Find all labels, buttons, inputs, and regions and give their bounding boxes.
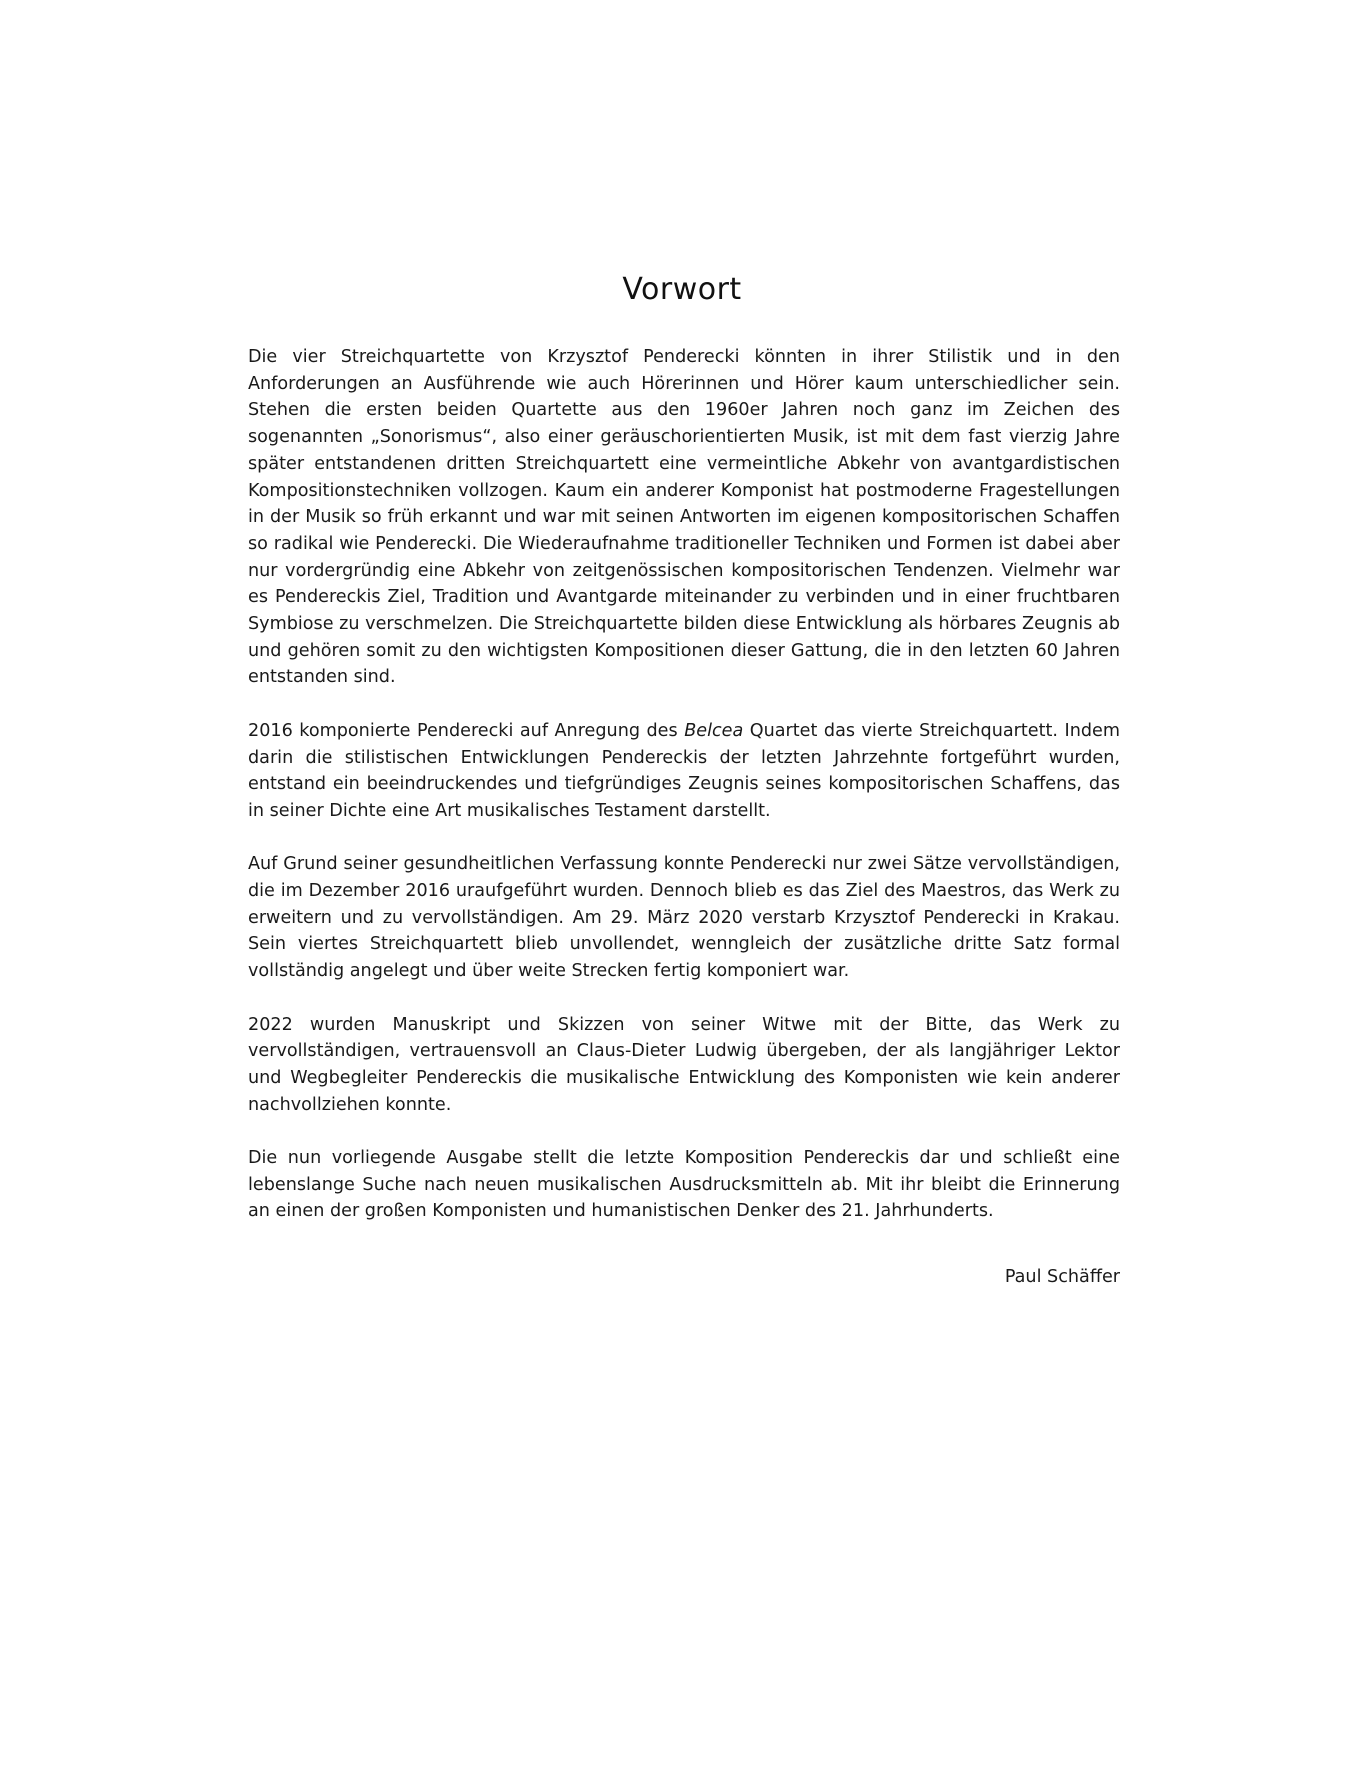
paragraph-3: Auf Grund seiner gesundheitlichen Verfassung konnte Penderecki nur zwei Sätze vervollständigen, die im Dezember 2016 uraufgeführt wurden. Dennoch blieb es das Ziel des Maestros, das Werk zu erweitern und zu vervollständigen. Am 29. März 2020 verstarb Krzysztof Penderecki in Krakau. Sein viertes Streichquartett blieb unvollendet, wenngleich der zusätzliche dritte Satz formal vollständig angelegt und über weite Strecken fertig komponiert war. (248, 854, 1120, 982)
paragraph-2 (248, 718, 1120, 825)
paragraph-5: Die nun vorliegende Ausgabe stellt die letzte Komposition Pendereckis dar und schließt eine lebenslange Suche nach neuen musikalischen Ausdrucksmitteln ab. Mit ihr bleibt die Erinnerung an einen der großen Komponisten und humanistischen Denker des 21. Jahrhunderts. (248, 1148, 1120, 1222)
preface-body (248, 344, 1120, 1225)
ensemble-name-italic: Belcea (684, 720, 744, 741)
paragraph-1: Die vier Streichquartette von Krzysztof Penderecki könnten in ihrer Stilistik und in den Anforderungen an Ausführende wie auch Hörerinnen und Hörer kaum unterschiedlicher sein. Stehen die ersten beiden Quartette aus den 1960er Jahren noch ganz im Zeichen des sogenannten „Sonorismus“, also einer geräuschorientierten Musik, ist mit dem fast vierzig Jahre später entstandenen dritten Streichquartett eine vermeintliche Abkehr von avantgardistischen Kompositionstechniken vollzogen. Kaum ein anderer Komponist hat postmoderne Fragestellungen in der Musik so früh erkannt und war mit seinen Antworten im eigenen kompositorischen Schaffen so radikal wie Penderecki. Die Wiederaufnahme traditioneller Techniken und Formen ist dabei aber nur vordergründig eine Abkehr von zeitgenössischen kompositorischen Tendenzen. Vielmehr war es Pendereckis Ziel, Tradition und Avantgarde miteinander zu verbinden und in einer fruchtbaren Symbiose zu verschmelzen. Die Streichquartette bilden diese Entwicklung als hörbares Zeugnis ab und gehören somit zu den wichtigsten Kompositionen dieser Gattung, die in den letzten 60 Jahren entstanden sind. (248, 347, 1120, 688)
author-signature: Paul Schäffer (1004, 1267, 1120, 1287)
page-title: Vorwort (622, 272, 742, 307)
paragraph-4: 2022 wurden Manuskript und Skizzen von seiner Witwe mit der Bitte, das Werk zu vervollständigen, vertrauensvoll an Claus-Dieter Ludwig übergeben, der als langjähriger Lektor und Wegbegleiter Pendereckis die musikalische Entwicklung des Komponisten wie kein anderer nachvollziehen konnte. (248, 1014, 1120, 1115)
paragraph-2-part-a: 2016 komponierte Penderecki auf Anregung des (248, 720, 685, 741)
paragraph-2-part-b: Quartet das vierte Streichquartett. Indem darin die stilistischen Entwicklungen Pendereckis der letzten Jahrzehnte fortgeführt wurden, entstand ein beeindruckendes und tiefgründiges Zeugnis seines kompositorischen Schaffens, das in seiner Dichte eine Art musikalisches Testament darstellt. (248, 720, 1120, 821)
